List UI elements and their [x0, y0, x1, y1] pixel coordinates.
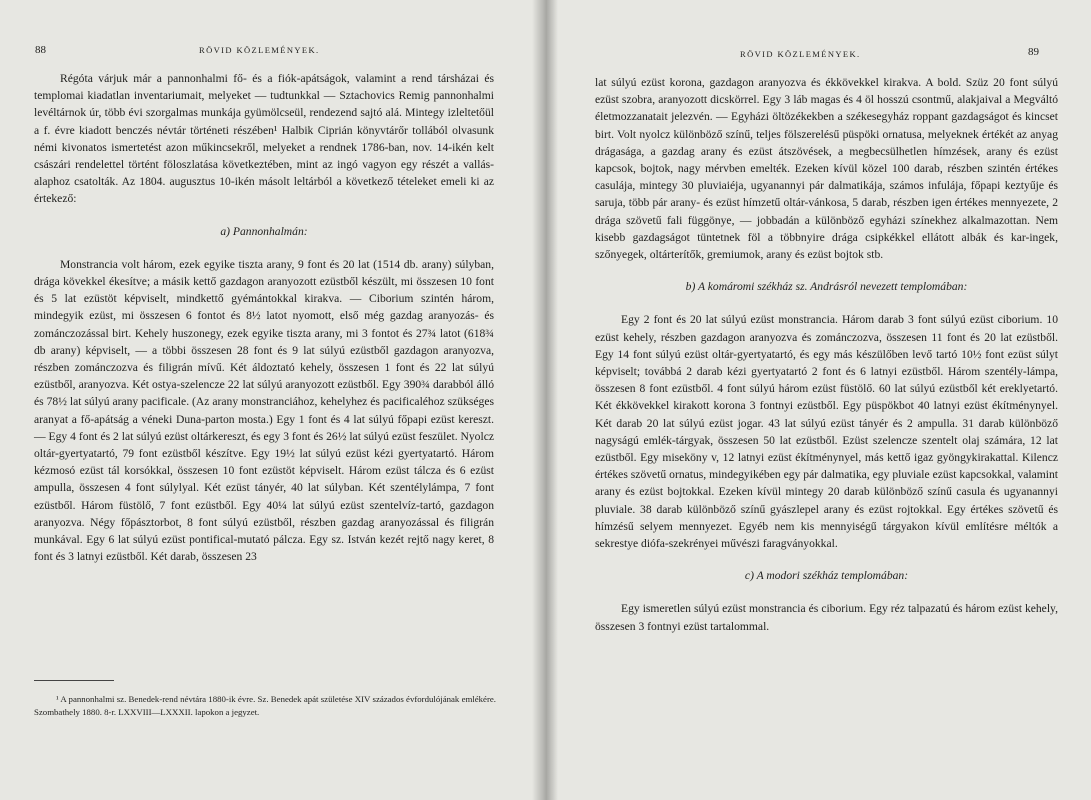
section-heading-c: c) A modori székház templomában: — [744, 569, 909, 583]
page-number-right: 89 — [1028, 46, 1039, 58]
left-page-body — [34, 70, 494, 565]
running-head-left: RÖVID KÖZLEMÉNYEK. — [199, 45, 320, 55]
left-paragraph-2: Monstrancia volt három, ezek egyike tiszta arany, 9 font és 20 lat (1514 db. arany) súlyban, drága kövekkel ékesítve; a másik kettő gazdagon aranyozott ezüstből készült, mi összesen 10 font és 5 lat ezüstöt képviselt, mindkettő gyémántokkal kirakva. — Ciborium szintén három, mindegyik ezüst, mi összesen 6 fontot és 8½ latot nyomott, első még gazdag aranyozás- és zománczozással birt. Kehely huszonegy, ezek egyike tiszta arany, mi 3 fontot és 27¾ latot (618¾ db arany) képviselt, — a többi összesen 28 font és 9 lat súlyú ezüstből gazdagon aranyozva, részben zománczozva és filigrán mívű. Két áldoztató kehely, összesen 1 font és 22 lat súlyú ezüstből, aranyozva. Két ostya-szelencze 22 lat súlyú aranyozott ezüstből. Egy 390¾ darabból álló és 78½ lat súlyú arany pacificale. (Az arany monstranciához, kehelyhez és pacificaléhoz szükséges aranyat a fő-apátság a véneki Duna-parton mosta.) Egy 1 font és 4 lat súlyú főpapi ezüst kereszt. — Egy 4 font és 2 lat súlyú ezüst oltárkereszt, és egy 3 font és 26½ lat súlyú ezüst feszület. Nyolcz oltár-gyertyatartó, 79 font ezüstből készítve. Egy 19½ lat súlyú ezüst kézi gyertyatartó. Három kézmosó ezüst tál korsókkal, összesen 10 font ezüstöt képviselt. Három ezüst tálcza és 6 ezüst ampulla, összesen 4 font súlylyal. Két ezüst tányér, 40 lat súlyban. Két szentélylámpa, 7 font ezüstből. Három füstölő, 7 font ezüstből. Egy 40¼ lat súlyú ezüst szentelvíz-tartó, gazdagon aranyozva. Négy főpásztorbot, 8 font súlyú ezüstből, részben gazdag aranyozással és filigrán munkával. Egy 6 lat súlyú ezüst pontifical-mutató pálcza. Egy sz. István kezét rejtő nagy keret, 8 font és 3 latnyi ezüstből. Két darab, összesen 23 — [34, 257, 494, 564]
section-heading-a: a) Pannonhalmán: — [220, 224, 308, 238]
left-paragraph-1: Régóta várjuk már a pannonhalmi fő- és a fiók-apátságok, valamint a rend társházai és templomai kiadatlan inventariumait, melyeket — tudtunkkal — Sztachovics Remig pannonhalmi levéltárnok úr, több évi szorgalmas munkája gyümölcseül, rendezend sajtó alá. Mintegy izleltetőül a f. évre kiadott benczés névtár történeti részében¹ Halbik Ciprián könyvtárőr tollából olvasunk némi kivonatos ismertetést azon műkincsekről, melyeket a rendnek 1786-ban, nov. 14-ikén kelt császári rendelettel történt föloszlatása következtében, mint az ingó vagyon egy részét a vallás-alaphoz csatolták. Az 1804. augusztus 10-ikén másolt leltárból a következő tételeket emeli ki az értekező: — [34, 72, 494, 206]
page-number-left: 88 — [35, 44, 46, 56]
footnote-divider — [34, 680, 114, 681]
right-page — [543, 0, 1091, 800]
right-paragraph-2: Egy 2 font és 20 lat súlyú ezüst monstrancia. Három darab 3 font súlyú ezüst ciborium. 10 ezüst kehely, részben gazdagon aranyozva és zománczozva, összesen 11 font és 20 lat ezüstből. Egy 14 font súlyú ezüst oltár-gyertyatartó, és egy más készülőben levő tartó 10½ font ezüst súlyt képviselt; továbbá 2 darab kézi gyertyatartó 2 font és 6 latnyi ezüstből. Három szentély-lámpa, összesen 8 font ezüstből. 4 font súlyú három ezüst füstölő. 60 lat súlyú ezüstből két ereklyetartó. Két ékkövekkel kirakott korona 3 fontnyi ezüstből. Egy püspökbot 40 latnyi ezüst ékítménynyel. Két darab 20 lat súlyú ezüst jogar. 43 lat súlyú ezüst tányér és 2 ampulla. 31 darab különböző nagyságú emlék-tárgyak, összesen 50 lat ezüstből. Ezüst szelencze szentelt olaj számára, 12 lat ezüstből. Egy miseköny v, 12 latnyi ezüst ékítménynyel, más kettő igaz gyöngykirakattal. Kilencz értékes szövetű ornatus, mindegyikében egy pár dalmatika, egy pluviale ezüst kapcsokkal, valamint arany és ezüst bojtokkal. Ezeken kívül mintegy 20 darab különböző színű casula és ugyanannyi pluviale. 38 darab különböző színű gyászlepel arany és ezüst rojtokkal. Egy értékes szövetű és hímzésű selyem mennyezet. Egyéb nem kis mennyiségű tárgyakon kívül említésre méltók a sekrestye diófa-szekrényei művészi faragványokkal. — [595, 313, 1058, 551]
left-page — [0, 0, 543, 800]
right-paragraph-3: Egy ismeretlen súlyú ezüst monstrancia és ciborium. Egy réz talpazatú és három ezüst kehely, összesen 3 fontnyi ezüst tartalommal. — [595, 602, 1058, 633]
right-page-body — [595, 74, 1058, 635]
footnote — [34, 693, 496, 719]
section-heading-b: b) A komáromi székház sz. Andrásról nevezett templomában: — [685, 280, 968, 294]
right-paragraph-1: lat súlyú ezüst korona, gazdagon aranyozva és ékkövekkel kirakva. A bold. Szüz 20 font súlyú ezüst szobra, aranyozott dicskörrel. Egy 3 láb magas és 4 öl hosszú csontmű, alakjaival a Megváltó életmozzanatait jelezvén. — Egyházi öltözékekben a székesegyház roppant gazdagságot és kincset birt. Volt nyolcz különböző színű, teljes fölszerelésű püspöki ornatusa, melyeknek értékét az anyag drágasága, a gazdag arany és ezüst átszövések, a megbecsülhetlen hímzések, arany és ezüst kapcsok, bojtok, nagy mérvben emelték. Ezeken kívül közel 100 darab, részben szintén értékes casulája, mintegy 30 pluviaiéja, ugyanannyi pár dalmatikája, számos infulája, főpapi keztyűje és saruja, több pár arany- és ezüst hímzetű oltár-vánkosa, 5 darab, részben igen értékes mennyezete, 2 drága szövetű fali függönye, — jobbadán a különböző egyházi színekhez alkalmazottan. Nem kisebb gazdagságot tüntetnek föl a többnyire drága csipkékkel ellátott albák és kar-ingek, szőnyegek, oltárterítők, gremiumok, arany és ezüst bojtok stb. — [595, 76, 1058, 262]
running-head-right: RÖVID KÖZLEMÉNYEK. — [740, 49, 861, 59]
footnote-text: ¹ A pannonhalmi sz. Benedek-rend névtára 1880-ik évre. Sz. Benedek apát születése XIV százados évfordulójának emlékére. Szombathely 1880. 8-r. LXXVIII—LXXXII. lapokon a jegyzet. — [34, 694, 496, 718]
